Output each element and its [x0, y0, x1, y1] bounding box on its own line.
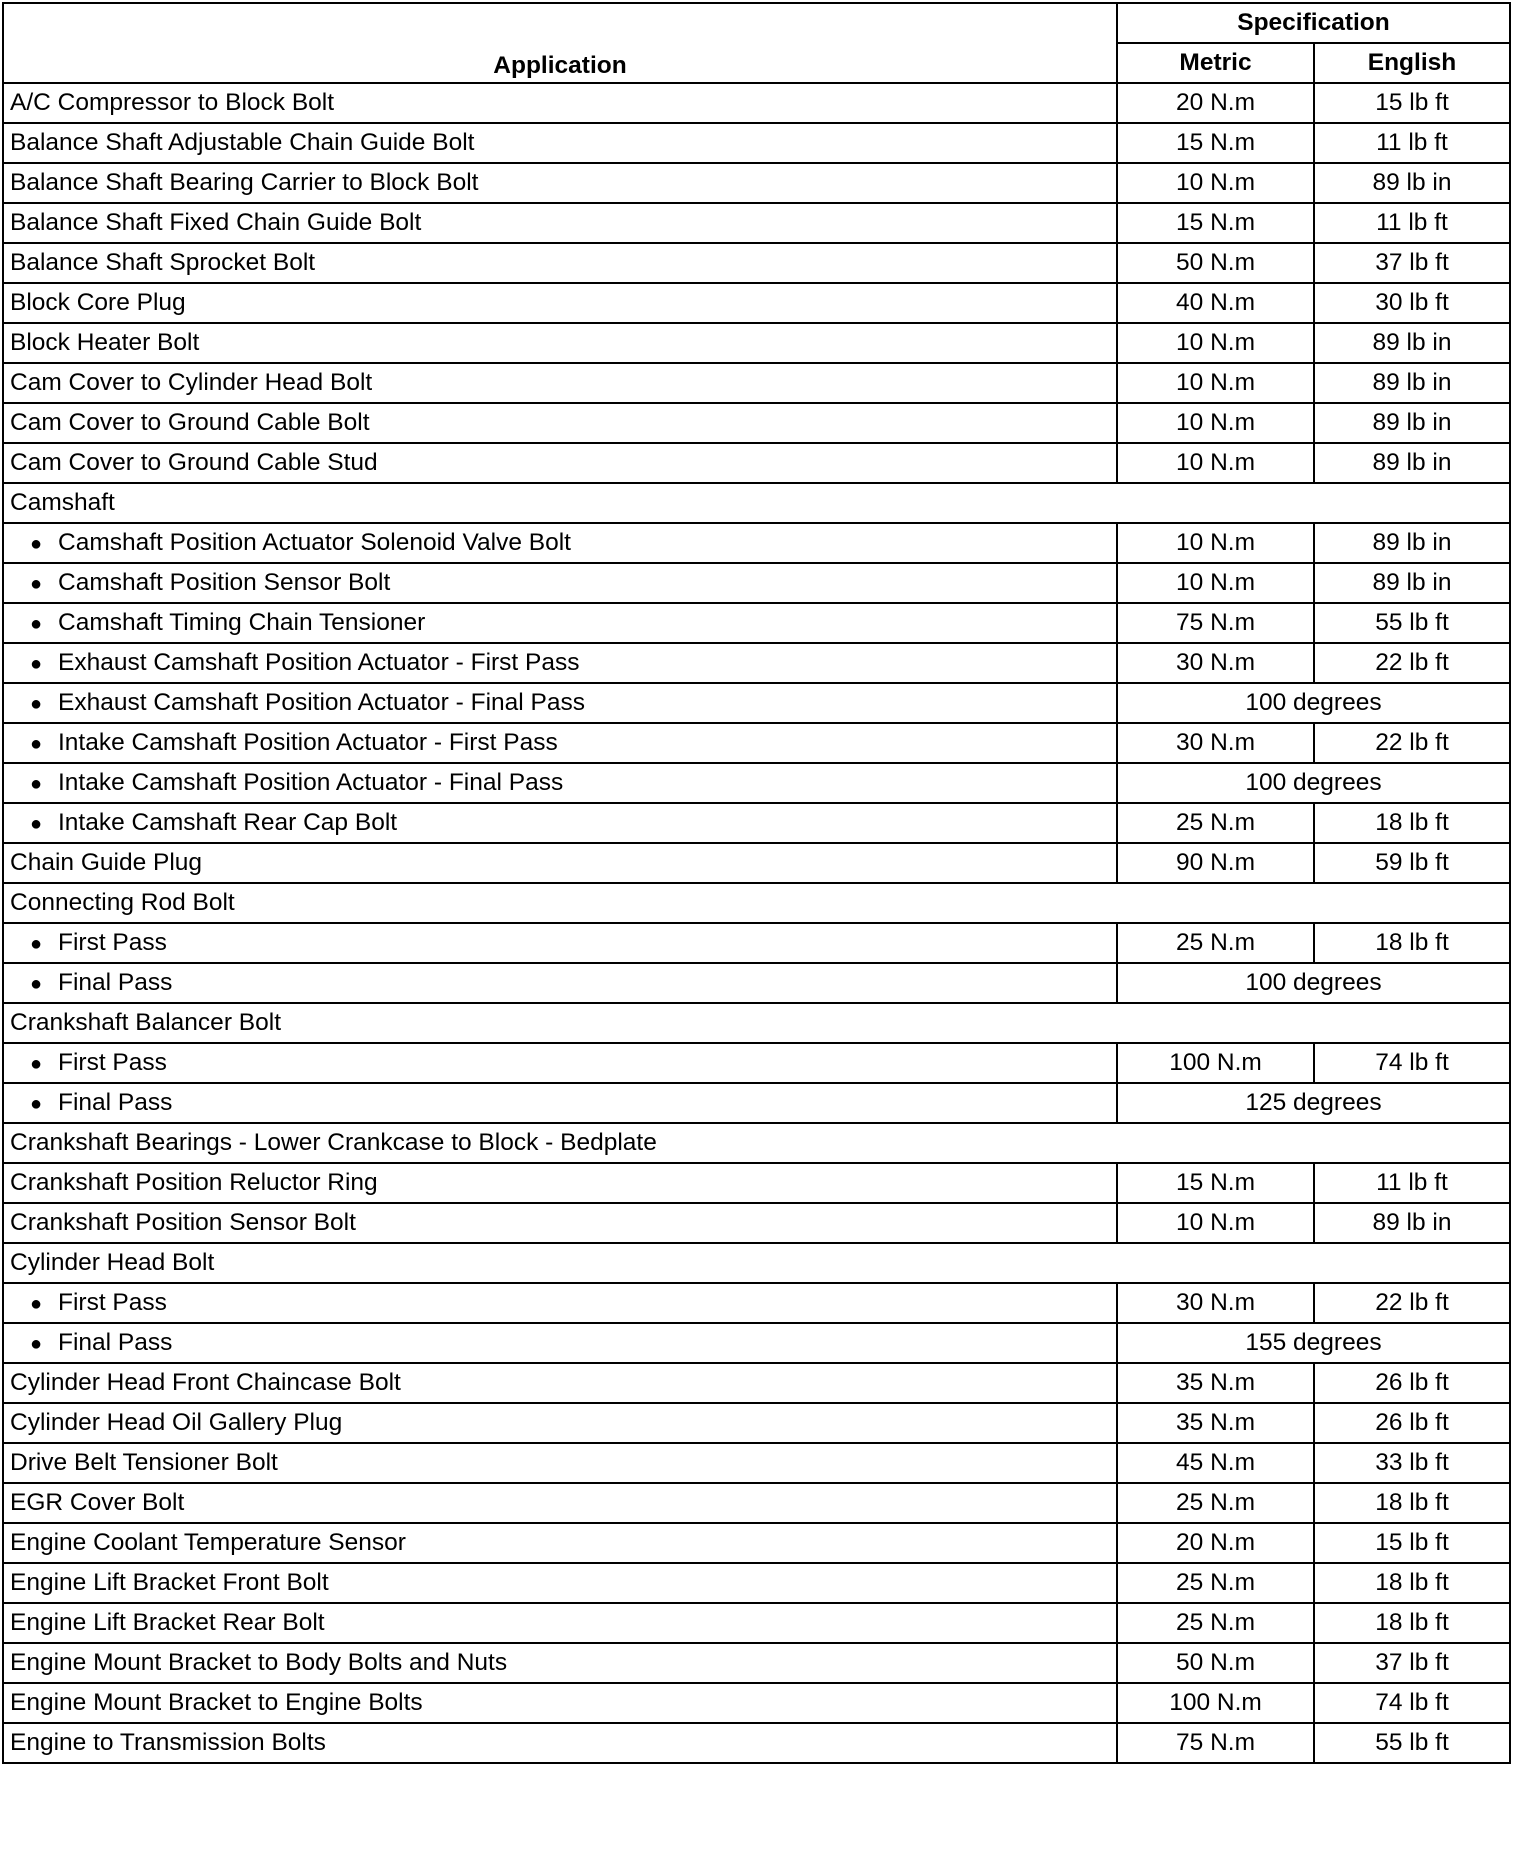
application-cell [3, 403, 1117, 443]
table-row [3, 1323, 1510, 1363]
table-row [3, 1403, 1510, 1443]
table-row [3, 563, 1510, 603]
application-label: Intake Camshaft Position Actuator - Final Pass [58, 768, 564, 796]
english-cell: 74 lb ft [1314, 1683, 1510, 1723]
metric-cell: 10 N.m [1117, 403, 1314, 443]
english-cell: 89 lb in [1314, 1203, 1510, 1243]
application-cell [3, 803, 1117, 843]
application-cell [3, 1283, 1117, 1323]
application-label: Camshaft Position Actuator Solenoid Valve Bolt [58, 528, 571, 556]
application-label: Camshaft [10, 488, 115, 516]
table-row [3, 323, 1510, 363]
table-row [3, 1363, 1510, 1403]
application-label: Exhaust Camshaft Position Actuator - First Pass [58, 648, 580, 676]
table-row [3, 83, 1510, 123]
application-label: Crankshaft Bearings - Lower Crankcase to Block - Bedplate [10, 1128, 657, 1156]
english-cell: 18 lb ft [1314, 1483, 1510, 1523]
table-row [3, 403, 1510, 443]
english-cell: 30 lb ft [1314, 283, 1510, 323]
application-label: EGR Cover Bolt [10, 1488, 185, 1516]
metric-cell: 45 N.m [1117, 1443, 1314, 1483]
application-label: Engine Lift Bracket Rear Bolt [10, 1608, 325, 1636]
table-body [3, 83, 1510, 1763]
table-row [3, 1083, 1510, 1123]
application-cell [3, 523, 1117, 563]
metric-cell: 30 N.m [1117, 723, 1314, 763]
bullet-icon [10, 571, 58, 596]
metric-cell: 25 N.m [1117, 1563, 1314, 1603]
table-row [3, 1443, 1510, 1483]
metric-cell: 30 N.m [1117, 1283, 1314, 1323]
table-row [3, 643, 1510, 683]
table-row [3, 123, 1510, 163]
metric-cell: 35 N.m [1117, 1403, 1314, 1443]
table-row [3, 1723, 1510, 1763]
application-cell [3, 1523, 1117, 1563]
english-cell: 18 lb ft [1314, 923, 1510, 963]
bullet-icon [10, 1331, 58, 1356]
table-row [3, 363, 1510, 403]
application-cell [3, 283, 1117, 323]
metric-cell: 100 N.m [1117, 1683, 1314, 1723]
metric-cell: 25 N.m [1117, 1483, 1314, 1523]
english-cell: 26 lb ft [1314, 1363, 1510, 1403]
metric-cell: 10 N.m [1117, 523, 1314, 563]
table-row [3, 843, 1510, 883]
metric-header: Metric [1117, 43, 1314, 83]
application-label: Cam Cover to Ground Cable Stud [10, 448, 378, 476]
application-label: Crankshaft Balancer Bolt [10, 1008, 281, 1036]
application-cell [3, 683, 1117, 723]
application-label: Balance Shaft Adjustable Chain Guide Bolt [10, 128, 475, 156]
section-row [3, 1003, 1510, 1043]
application-cell [3, 1603, 1117, 1643]
table-row [3, 763, 1510, 803]
english-cell: 18 lb ft [1314, 1603, 1510, 1643]
application-label: First Pass [58, 1048, 167, 1076]
application-label: Exhaust Camshaft Position Actuator - Final Pass [58, 688, 585, 716]
application-cell [3, 1483, 1117, 1523]
application-label: Engine to Transmission Bolts [10, 1728, 326, 1756]
application-cell [3, 203, 1117, 243]
application-label: Cam Cover to Ground Cable Bolt [10, 408, 370, 436]
metric-cell: 20 N.m [1117, 1523, 1314, 1563]
metric-cell: 10 N.m [1117, 1203, 1314, 1243]
bullet-icon [10, 771, 58, 796]
english-cell: 15 lb ft [1314, 1523, 1510, 1563]
angle-spec-cell: 100 degrees [1117, 683, 1510, 723]
application-label: Block Heater Bolt [10, 328, 200, 356]
table-row [3, 1483, 1510, 1523]
application-cell [3, 1203, 1117, 1243]
application-label: Intake Camshaft Position Actuator - First Pass [58, 728, 558, 756]
angle-spec-cell: 155 degrees [1117, 1323, 1510, 1363]
table-row [3, 1283, 1510, 1323]
metric-cell: 15 N.m [1117, 203, 1314, 243]
application-cell [3, 1403, 1117, 1443]
application-label: Cylinder Head Oil Gallery Plug [10, 1408, 343, 1436]
torque-spec-table [2, 2, 1511, 1764]
application-label: Block Core Plug [10, 288, 186, 316]
table-row [3, 1563, 1510, 1603]
metric-cell: 25 N.m [1117, 803, 1314, 843]
bullet-icon [10, 971, 58, 996]
table-row [3, 963, 1510, 1003]
application-cell [3, 963, 1117, 1003]
application-cell [3, 923, 1117, 963]
table-row [3, 283, 1510, 323]
application-cell [3, 723, 1117, 763]
application-label: Crankshaft Position Sensor Bolt [10, 1208, 356, 1236]
bullet-icon [10, 651, 58, 676]
application-cell [3, 643, 1117, 683]
metric-cell: 50 N.m [1117, 1643, 1314, 1683]
english-cell: 37 lb ft [1314, 243, 1510, 283]
application-label: Cylinder Head Bolt [10, 1248, 215, 1276]
application-label: Camshaft Position Sensor Bolt [58, 568, 391, 596]
application-label: Balance Shaft Fixed Chain Guide Bolt [10, 208, 422, 236]
table-row [3, 803, 1510, 843]
english-cell: 15 lb ft [1314, 83, 1510, 123]
table-row [3, 1203, 1510, 1243]
bullet-icon [10, 731, 58, 756]
application-cell [3, 763, 1117, 803]
application-cell [3, 1643, 1117, 1683]
english-cell: 89 lb in [1314, 563, 1510, 603]
metric-cell: 25 N.m [1117, 923, 1314, 963]
application-cell [3, 483, 1510, 523]
angle-spec-cell: 100 degrees [1117, 963, 1510, 1003]
bullet-icon [10, 811, 58, 836]
application-label: Final Pass [58, 968, 173, 996]
table-row [3, 523, 1510, 563]
english-cell: 89 lb in [1314, 403, 1510, 443]
application-label: Crankshaft Position Reluctor Ring [10, 1168, 378, 1196]
table-row [3, 1523, 1510, 1563]
metric-cell: 10 N.m [1117, 363, 1314, 403]
application-cell [3, 1083, 1117, 1123]
table-row [3, 1603, 1510, 1643]
english-cell: 89 lb in [1314, 523, 1510, 563]
application-label: Engine Lift Bracket Front Bolt [10, 1568, 329, 1596]
metric-cell: 30 N.m [1117, 643, 1314, 683]
bullet-icon [10, 1291, 58, 1316]
application-cell [3, 1363, 1117, 1403]
english-cell: 18 lb ft [1314, 1563, 1510, 1603]
application-cell [3, 1043, 1117, 1083]
section-row [3, 1243, 1510, 1283]
application-label: Engine Mount Bracket to Body Bolts and Nuts [10, 1648, 508, 1676]
english-cell: 89 lb in [1314, 323, 1510, 363]
metric-cell: 75 N.m [1117, 1723, 1314, 1763]
application-cell [3, 323, 1117, 363]
table-row [3, 1043, 1510, 1083]
application-cell [3, 83, 1117, 123]
metric-cell: 10 N.m [1117, 563, 1314, 603]
application-label: First Pass [58, 1288, 167, 1316]
table-row [3, 1163, 1510, 1203]
application-cell [3, 1163, 1117, 1203]
table-row [3, 603, 1510, 643]
application-label: Intake Camshaft Rear Cap Bolt [58, 808, 398, 836]
application-cell [3, 843, 1117, 883]
table-row [3, 923, 1510, 963]
application-header: Application [3, 3, 1117, 83]
application-label: Connecting Rod Bolt [10, 888, 235, 916]
english-cell: 59 lb ft [1314, 843, 1510, 883]
application-cell [3, 603, 1117, 643]
bullet-icon [10, 611, 58, 636]
application-label: Final Pass [58, 1328, 173, 1356]
english-cell: 55 lb ft [1314, 603, 1510, 643]
section-row [3, 1123, 1510, 1163]
table-row [3, 443, 1510, 483]
english-cell: 26 lb ft [1314, 1403, 1510, 1443]
metric-cell: 100 N.m [1117, 1043, 1314, 1083]
metric-cell: 10 N.m [1117, 443, 1314, 483]
table-row [3, 683, 1510, 723]
english-cell: 11 lb ft [1314, 123, 1510, 163]
english-cell: 89 lb in [1314, 163, 1510, 203]
angle-spec-cell: 125 degrees [1117, 1083, 1510, 1123]
english-cell: 22 lb ft [1314, 1283, 1510, 1323]
application-cell [3, 443, 1117, 483]
application-label: Drive Belt Tensioner Bolt [10, 1448, 278, 1476]
application-label: A/C Compressor to Block Bolt [10, 88, 335, 116]
application-cell [3, 363, 1117, 403]
english-cell: 22 lb ft [1314, 723, 1510, 763]
english-cell: 37 lb ft [1314, 1643, 1510, 1683]
metric-cell: 40 N.m [1117, 283, 1314, 323]
metric-cell: 10 N.m [1117, 323, 1314, 363]
metric-cell: 20 N.m [1117, 83, 1314, 123]
application-label: Final Pass [58, 1088, 173, 1116]
section-row [3, 883, 1510, 923]
bullet-icon [10, 531, 58, 556]
metric-cell: 50 N.m [1117, 243, 1314, 283]
metric-cell: 10 N.m [1117, 163, 1314, 203]
english-header: English [1314, 43, 1510, 83]
application-label: First Pass [58, 928, 167, 956]
table-row [3, 243, 1510, 283]
table-row [3, 1643, 1510, 1683]
metric-cell: 15 N.m [1117, 1163, 1314, 1203]
application-cell [3, 1443, 1117, 1483]
english-cell: 22 lb ft [1314, 643, 1510, 683]
bullet-icon [10, 931, 58, 956]
english-cell: 55 lb ft [1314, 1723, 1510, 1763]
application-cell [3, 1003, 1510, 1043]
application-label: Engine Coolant Temperature Sensor [10, 1528, 406, 1556]
bullet-icon [10, 1051, 58, 1076]
section-row [3, 483, 1510, 523]
metric-cell: 35 N.m [1117, 1363, 1314, 1403]
bullet-icon [10, 691, 58, 716]
application-label: Camshaft Timing Chain Tensioner [58, 608, 426, 636]
english-cell: 11 lb ft [1314, 1163, 1510, 1203]
application-label: Cam Cover to Cylinder Head Bolt [10, 368, 373, 396]
application-label: Balance Shaft Sprocket Bolt [10, 248, 316, 276]
application-cell [3, 1723, 1117, 1763]
application-cell [3, 163, 1117, 203]
english-cell: 33 lb ft [1314, 1443, 1510, 1483]
application-cell [3, 1123, 1510, 1163]
english-cell: 89 lb in [1314, 443, 1510, 483]
metric-cell: 15 N.m [1117, 123, 1314, 163]
table-row [3, 723, 1510, 763]
application-cell [3, 123, 1117, 163]
english-cell: 11 lb ft [1314, 203, 1510, 243]
english-cell: 74 lb ft [1314, 1043, 1510, 1083]
table-row [3, 203, 1510, 243]
english-cell: 89 lb in [1314, 363, 1510, 403]
english-cell: 18 lb ft [1314, 803, 1510, 843]
application-label: Balance Shaft Bearing Carrier to Block Bolt [10, 168, 479, 196]
application-cell [3, 243, 1117, 283]
metric-cell: 75 N.m [1117, 603, 1314, 643]
application-cell [3, 1323, 1117, 1363]
application-cell [3, 1243, 1510, 1283]
application-cell [3, 563, 1117, 603]
application-cell [3, 1563, 1117, 1603]
bullet-icon [10, 1091, 58, 1116]
table-row [3, 1683, 1510, 1723]
table-row [3, 163, 1510, 203]
specification-header: Specification [1117, 3, 1510, 43]
application-label: Engine Mount Bracket to Engine Bolts [10, 1688, 423, 1716]
application-label: Cylinder Head Front Chaincase Bolt [10, 1368, 401, 1396]
metric-cell: 90 N.m [1117, 843, 1314, 883]
application-cell [3, 1683, 1117, 1723]
metric-cell: 25 N.m [1117, 1603, 1314, 1643]
application-label: Chain Guide Plug [10, 848, 203, 876]
application-cell [3, 883, 1510, 923]
angle-spec-cell: 100 degrees [1117, 763, 1510, 803]
